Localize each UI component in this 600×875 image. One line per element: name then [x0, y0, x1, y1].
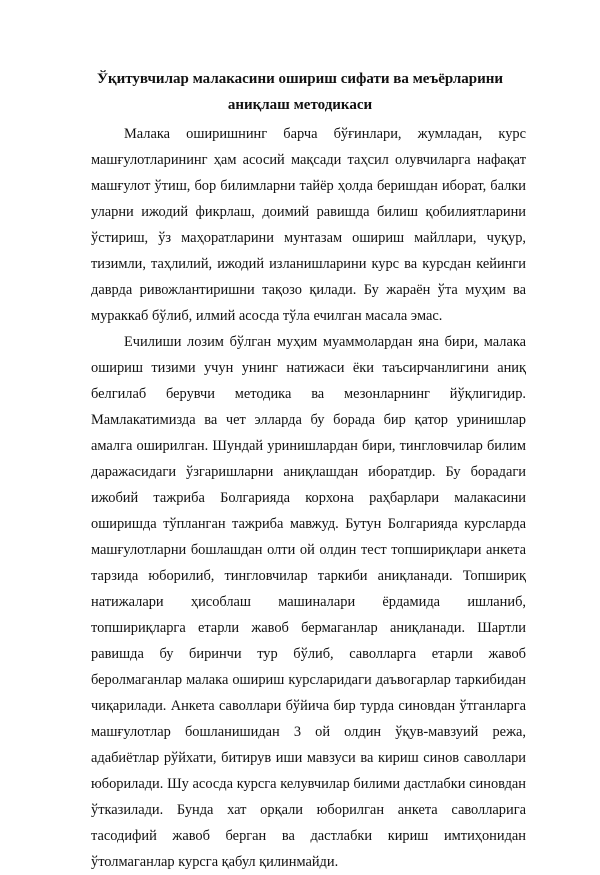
document-title-line-1: Ўқитувчилар малакасини ошириш сифати ва меъёрларини — [96, 71, 504, 87]
document-body — [91, 121, 526, 875]
document-title-line-2: аниқлаш методикаси — [227, 97, 373, 113]
paragraph-2: Ечилиши лозим бўлган муҳим муаммолардан яна бири, малака ошириш тизими учун унинг натижаси ёки таъсирчанлигини аниқ белгилаб берувчи методика ва мезонларнинг йўқлигидир. Мамлакатимизда ва чет элларда бу борада бир қатор уринишлар амалга оширилган. Шундай уринишлардан бири, тингловчилар билим даражасидаги ўзгаришларни аниқлашдан иборатдир. Бу борадаги ижобий тажриба Болгарияда корхона раҳбарлари малакасини оширишда тўпланган тажриба мавжуд. Бутун Болгарияда курсларда машғулотларни бошлашдан олти ой олдин тест топшириқлари анкета тарзида юборилиб, тингловчилар таркиби аниқланади. Топшириқ натижалари ҳисоблаш машиналари ёрдамида ишланиб, топшириқларга етарли жавоб бермаганлар аниқланади. Шартли равишда бу биринчи тур бўлиб, саволларга етарли жавоб беролмаганлар малака ошириш курсларидаги даъвогарлар таркибидан чиқарилади. Анкета саволлари бўйича бир турда синовдан ўтганларга машғулотлар бошланишидан 3 ой олдин ўқув-мавзуий режа, адабиётлар рўйхати, битирув иши мавзуси ва кириш синов саволлари юборилади. Шу асосда курсга келувчилар билими дастлабки синовдан ўтказилади. Бунда хат орқали юборилган анкета саволларига тасодифий жавоб берган ва дастлабки кириш имтиҳонидан ўтолмаганлар курсга қабул қилинмайди. — [91, 334, 526, 870]
paragraph-1: Малака оширишнинг барча бўғинлари, жумладан, курс машғулотларининг ҳам асосий мақсади таҳсил олувчиларга нафақат машғулот ўтиш, бор билимларни тайёр ҳолда беришдан иборат, балки уларни ижодий фикрлаш, доимий равишда билиш қобилиятларини ўстириш, ўз маҳоратларини мунтазам ошириш майллари, чуқур, тизимли, таҳлилий, ижодий изланишларини курс ва курсдан кейинги даврда ривожлантиришни тақозо қилади. Бу жараён ўта муҳим ва мураккаб бўлиб, илмий асосда тўла ечилган масала эмас. — [91, 126, 526, 324]
